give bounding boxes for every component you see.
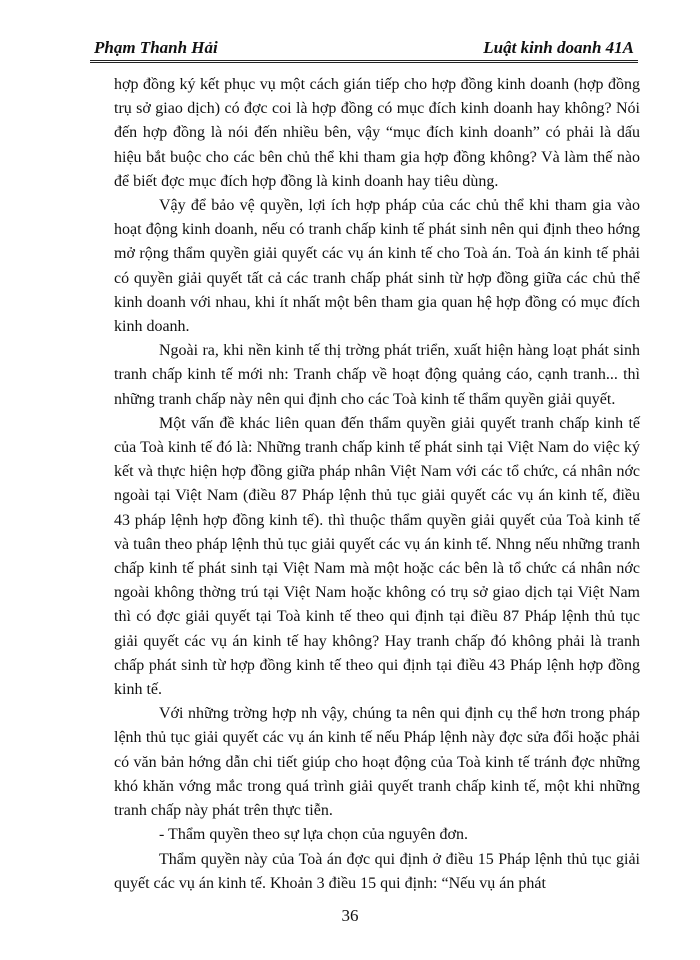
paragraph: - Thẩm quyền theo sự lựa chọn của nguyên đơn.: [159, 826, 468, 844]
body-text: [114, 73, 640, 896]
page-header: [90, 36, 638, 63]
paragraph: Một vấn đề khác liên quan đến thẩm quyền giải quyết tranh chấp kinh tế của Toà kinh tế đó là: Những tranh chấp kinh tế phát sinh tại Việt Nam do việc ký kết và thực hiện hợp đồng giữa pháp nhân Việt Nam với các tổ chức, cá nhân nớc ngoài tại Việt Nam (điều 87 Pháp lệnh thủ tục giải quyết các vụ án kinh tế, điều 43 pháp lệnh hợp đồng kinh tế). thì thuộc thẩm quyền giải quyết của Toà kinh tế và tuân theo pháp lệnh thủ tục giải quyết các vụ án kinh tế. Nhng nếu những tranh chấp kinh tế phát sinh tại Việt Nam mà một hoặc các bên là tổ chức cá nhân nớc ngoài không thờng trú tại Việt Nam hoặc không có trụ sở giao dịch tại Việt Nam thì có đợc giải quyết tại Toà kinh tế theo qui định tại điều 87 Pháp lệnh thủ tục giải quyết các vụ án kinh tế hay không? Hay tranh chấp đó không phải là tranh chấp phát sinh từ hợp đồng kinh tế theo qui định tại điều 43 Pháp lệnh hợp đồng kinh tế.: [114, 414, 640, 699]
page-number: 36: [341, 906, 359, 925]
paragraph: Thẩm quyền này của Toà án đợc qui định ở điều 15 Pháp lệnh thủ tục giải quyết các vụ án kinh tế. Khoản 3 điều 15 qui định: “Nếu vụ án phát: [114, 850, 640, 892]
header-author: Phạm Thanh Hải: [94, 38, 218, 57]
header-course: Luật kinh doanh 41A: [483, 38, 634, 57]
paragraph: hợp đồng ký kết phục vụ một cách gián tiếp cho hợp đồng kinh doanh (hợp đồng trụ sở giao dịch) có đợc coi là hợp đồng có mục đích kinh doanh hay không? Nói đến hợp đồng là nói đến nhiều bên, vậy “mục đích kinh doanh” có phải là dấu hiệu bắt buộc cho các bên chủ thể khi tham gia hợp đồng không? Và làm thế nào để biết đợc mục đích hợp đồng là kinh doanh hay tiêu dùng.: [114, 76, 640, 190]
paragraph: Với những trờng hợp nh vậy, chúng ta nên qui định cụ thể hơn trong pháp lệnh thủ tục giải quyết các vụ án kinh tế nếu Pháp lệnh này đợc sửa đổi hoặc phải có văn bản hớng dẫn chi tiết giúp cho hoạt động của Toà kinh tế tránh đợc những khó khăn vớng mắc trong quá trình giải quyết tranh chấp kinh tế, một khi những tranh chấp này phát trên thực tiễn.: [114, 705, 640, 820]
paragraph: Vậy để bảo vệ quyền, lợi ích hợp pháp của các chủ thể khi tham gia vào hoạt động kinh doanh, nếu có tranh chấp kinh tế phát sinh nên qui định theo hớng mở rộng thẩm quyền giải quyết các vụ án kinh tế cho Toà án. Toà án kinh tế phải có quyền giải quyết tất cả các tranh chấp phát sinh từ hợp đồng giữa các chủ thể kinh doanh với nhau, khi ít nhất một bên tham gia quan hệ hợp đồng có mục đích kinh doanh.: [114, 197, 640, 336]
paragraph: Ngoài ra, khi nền kinh tế thị trờng phát triển, xuất hiện hàng loạt phát sinh tranh chấp kinh tế mới nh: Tranh chấp về hoạt động quảng cáo, cạnh tranh... thì những tranh chấp này nên qui định cho các Toà kinh tế thẩm quyền giải quyết.: [114, 342, 640, 408]
